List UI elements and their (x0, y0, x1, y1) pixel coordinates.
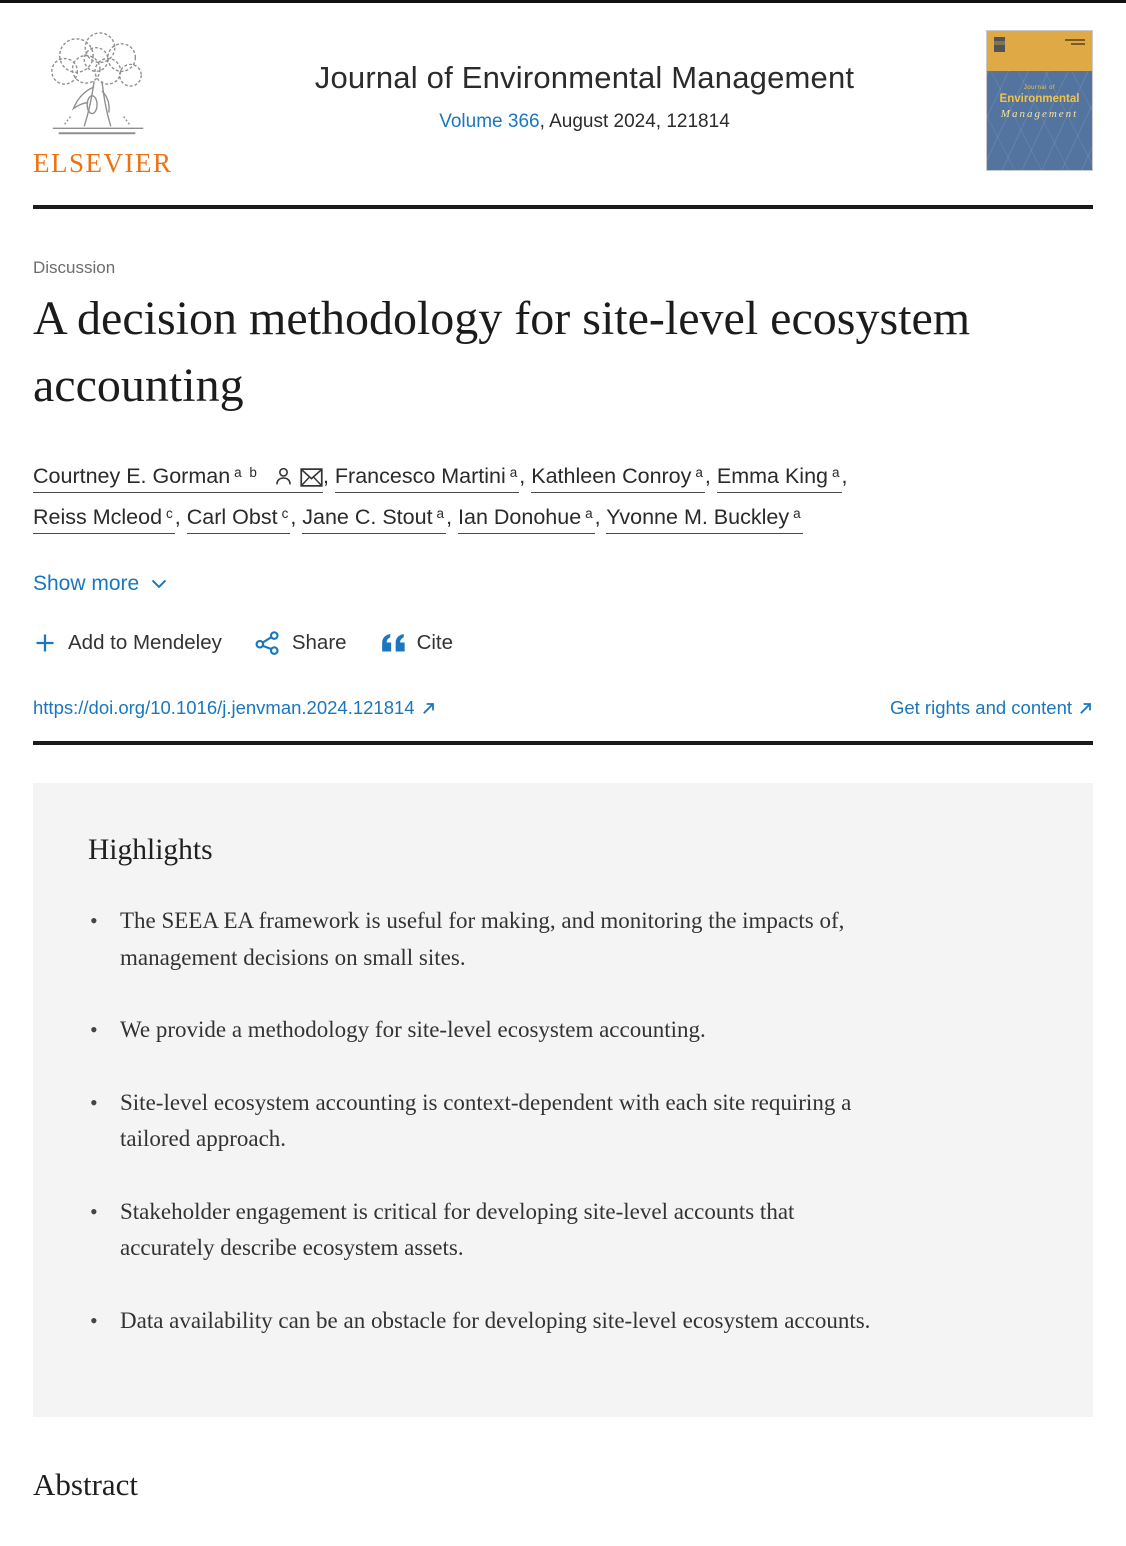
cover-title (987, 85, 1092, 120)
highlight-item: • Site-level ecosystem accounting is context-dependent with each site requiring a tailored approach. (88, 1085, 890, 1158)
envelope-icon (300, 468, 323, 487)
author-entry (335, 464, 531, 493)
author-separator: , (519, 464, 532, 488)
author-separator: , (446, 505, 459, 529)
cover-management: Management (1000, 108, 1079, 120)
author-link[interactable] (302, 505, 446, 534)
highlight-item: • Stakeholder engagement is critical for developing site-level accounts that accurately describe ecosystem assets. (88, 1194, 890, 1267)
cite-label: Cite (416, 630, 454, 654)
abstract-heading: Abstract (33, 1467, 139, 1502)
share-label: Share (291, 630, 347, 654)
author-name: Carl Obst (186, 505, 278, 529)
author-entry (458, 505, 606, 534)
author-link[interactable] (531, 464, 705, 493)
author-list (33, 456, 933, 538)
cite-quote-icon (379, 632, 406, 654)
author-affiliation-sup: a b (234, 465, 259, 480)
external-link-icon (1078, 701, 1093, 716)
add-to-mendeley-label: Add to Mendeley (68, 630, 222, 654)
author-affiliation-sup: a (695, 465, 705, 480)
author-name: Francesco Martini (334, 464, 506, 488)
share-icon (254, 629, 281, 656)
author-name: Jane C. Stout (302, 505, 433, 529)
section-divider (33, 741, 1093, 745)
author-name: Kathleen Conroy (531, 464, 692, 488)
author-link[interactable] (33, 505, 175, 534)
author-affiliation-sup: a (436, 506, 447, 521)
journal-issue-line (183, 111, 986, 133)
cover-decorative-line (1071, 43, 1085, 45)
show-more-label: Show more (33, 572, 140, 595)
author-name: Emma King (716, 464, 828, 488)
author-entry (606, 505, 802, 534)
author-link[interactable] (606, 505, 802, 534)
journal-cover-thumbnail[interactable] (986, 30, 1093, 171)
journal-meta (183, 30, 986, 133)
article-type-label: Discussion (33, 258, 116, 277)
action-toolbar (33, 629, 1093, 656)
author-separator: , (841, 464, 848, 488)
highlight-item: • Data availability can be an obstacle for developing site-level ecosystem accounts. (88, 1303, 890, 1340)
chevron-down-icon (149, 574, 169, 594)
highlights-list (88, 903, 890, 1339)
external-link-icon (421, 701, 436, 716)
cover-environmental: Environmental (999, 93, 1080, 105)
author-affiliation-sup: c (166, 506, 175, 521)
author-name: Yvonne M. Buckley (606, 505, 790, 529)
cover-crest-icon (994, 37, 1005, 52)
header-divider (33, 205, 1093, 209)
person-icon (273, 466, 294, 487)
doi-row (33, 697, 1093, 719)
show-more-button[interactable] (33, 572, 169, 596)
author-link[interactable] (458, 505, 595, 534)
article-content (0, 258, 1126, 1503)
author-separator: , (290, 505, 303, 529)
author-link[interactable] (335, 464, 519, 493)
author-separator: , (322, 464, 335, 488)
add-to-mendeley-button[interactable] (33, 631, 222, 655)
issue-info-text: , August 2024, 121814 (539, 111, 730, 132)
author-affiliation-sup: a (793, 506, 803, 521)
elsevier-tree-icon (35, 30, 163, 146)
author-affiliation-sup: a (509, 465, 520, 480)
author-link[interactable] (717, 464, 842, 493)
volume-link[interactable]: Volume 366 (439, 111, 540, 132)
doi-link[interactable] (33, 697, 436, 719)
author-separator: , (174, 505, 187, 529)
doi-text: https://doi.org/10.1016/j.jenvman.2024.121814 (33, 697, 415, 718)
cover-decorative-line (1065, 39, 1085, 41)
cover-gold-band (987, 31, 1092, 71)
cite-button[interactable] (379, 631, 453, 655)
elsevier-wordmark: ELSEVIER (33, 148, 173, 178)
author-separator: , (594, 505, 607, 529)
article-title: A decision methodology for site-level ecosystem accounting (33, 292, 971, 412)
author-link[interactable] (33, 464, 323, 493)
author-affiliation-sup: a (585, 506, 595, 521)
cover-journal-of: Journal of (1023, 85, 1056, 91)
author-link[interactable] (187, 505, 291, 534)
author-entry (33, 505, 187, 534)
rights-link[interactable] (890, 697, 1093, 719)
journal-header (0, 3, 1126, 179)
author-name: Reiss Mcleod (33, 505, 163, 529)
author-name: Courtney E. Gorman (33, 464, 231, 488)
journal-title-link[interactable]: Journal of Environmental Management (314, 60, 855, 95)
author-name: Ian Donohue (458, 505, 582, 529)
corresponding-author-icons (267, 464, 323, 488)
author-separator: , (704, 464, 717, 488)
elsevier-logo[interactable] (33, 30, 183, 179)
share-button[interactable] (254, 629, 347, 656)
plus-icon (33, 631, 57, 655)
author-entry (33, 464, 335, 493)
highlights-section (33, 783, 1093, 1417)
author-entry (531, 464, 717, 493)
author-affiliation-sup: a (832, 465, 842, 480)
highlight-item: • We provide a methodology for site-level ecosystem accounting. (88, 1012, 890, 1049)
highlights-heading: Highlights (88, 834, 213, 866)
highlight-item: • The SEEA EA framework is useful for making, and monitoring the impacts of, management decisions on small sites. (88, 903, 890, 976)
author-entry (302, 505, 458, 534)
rights-text: Get rights and content (889, 697, 1072, 718)
author-affiliation-sup: c (281, 506, 291, 521)
author-entry (717, 464, 848, 493)
author-entry (187, 505, 303, 534)
